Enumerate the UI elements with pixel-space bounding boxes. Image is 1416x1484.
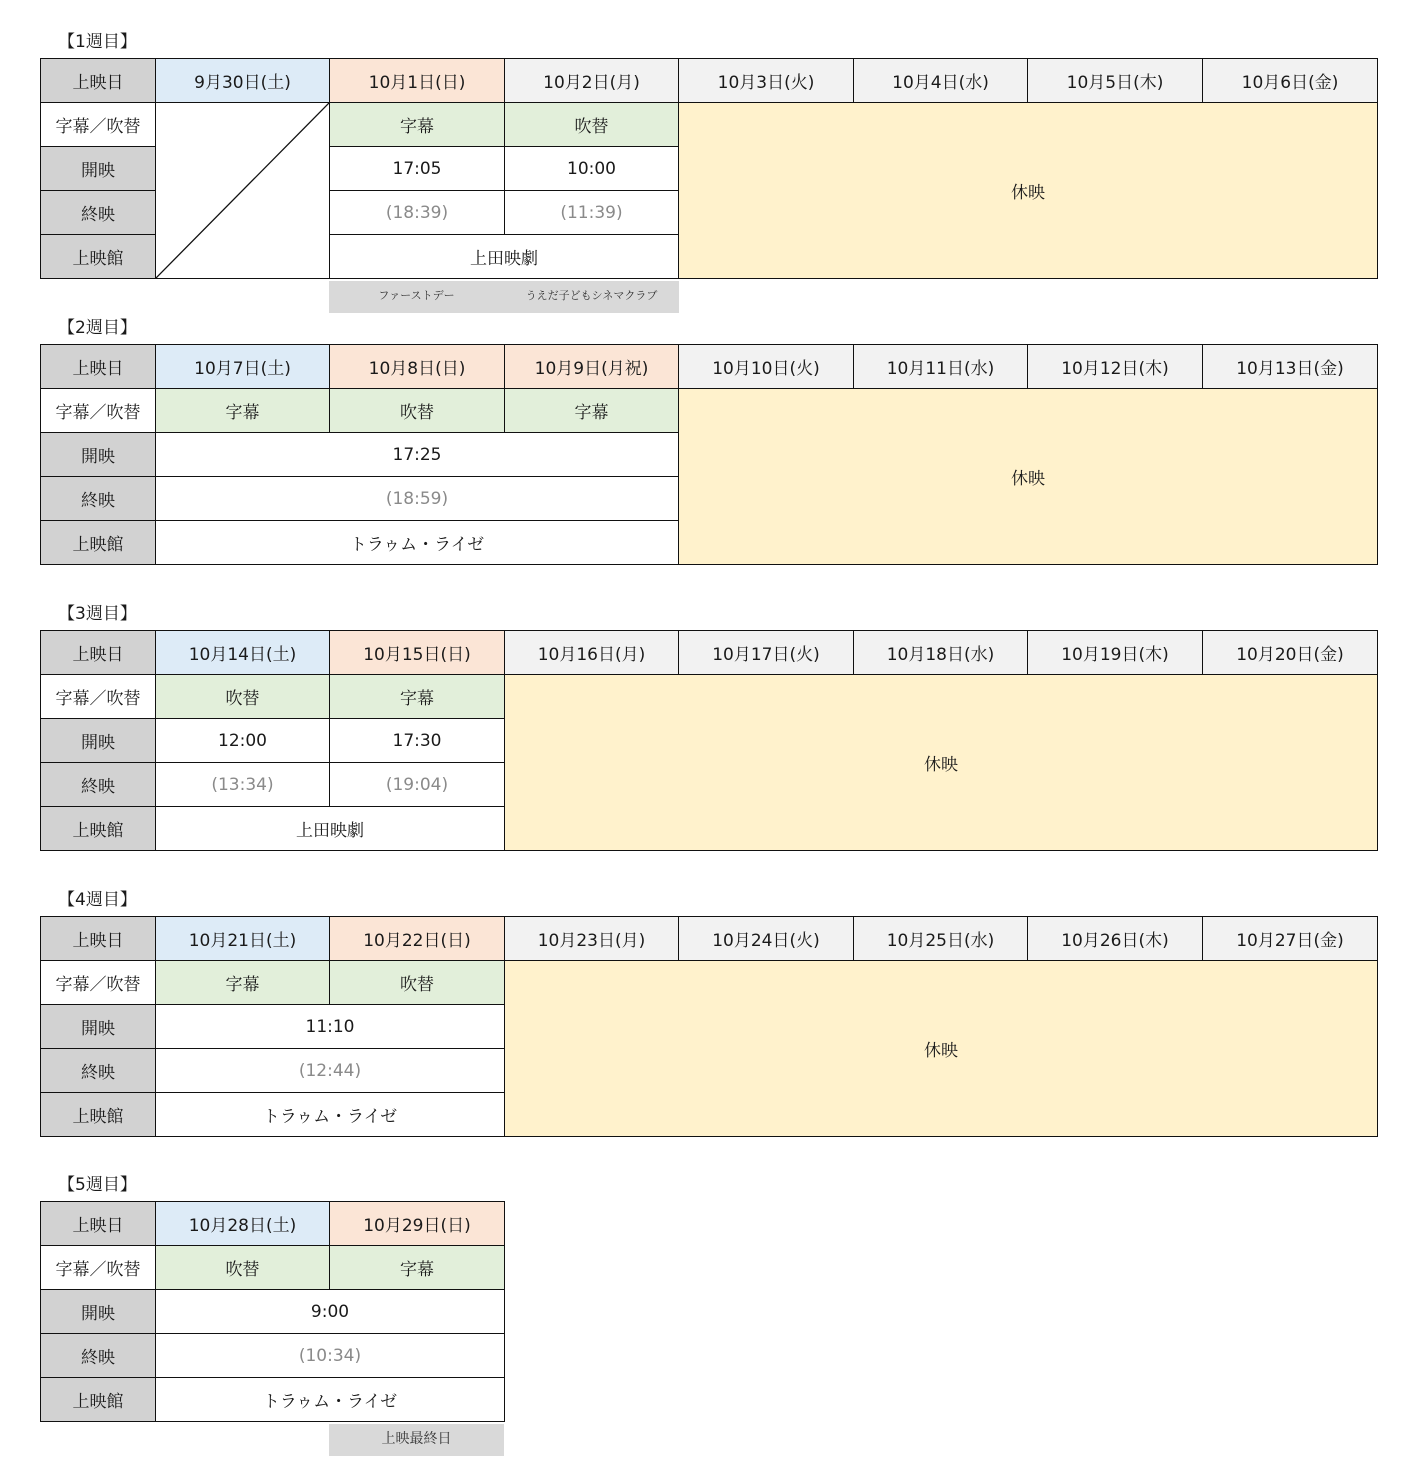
type-cell: 字幕 [505,389,679,433]
date-header: 10月14日(土) [156,631,330,675]
week-1-notes [329,281,679,313]
off-cell: 休映 [679,389,1378,565]
date-header: 10月3日(火) [679,59,854,103]
end-time: (10:34) [156,1334,505,1378]
row-label-start: 開映 [41,147,156,191]
date-header: 10月28日(土) [156,1202,330,1246]
end-time: (19:04) [330,763,505,807]
date-header: 10月16日(月) [505,631,679,675]
note-label: うえだ子どもシネマクラブ [525,289,658,302]
type-cell: 吹替 [330,389,505,433]
row-label-end: 終映 [41,1049,156,1093]
end-time: (18:39) [330,191,505,235]
date-header: 10月15日(日) [330,631,505,675]
week-4-schedule-table [40,916,1378,1137]
start-time: 17:30 [330,719,505,763]
date-header: 10月8日(日) [330,345,505,389]
week-3-schedule-table [40,630,1378,851]
week-3-title: 【3週目】 [58,604,137,624]
row-label-venue: 上映館 [41,807,156,851]
type-cell: 字幕 [330,675,505,719]
row-label-start: 開映 [41,1290,156,1334]
start-time: 11:10 [156,1005,505,1049]
type-cell: 吹替 [156,1246,330,1290]
week-5-schedule-table [40,1201,505,1422]
row-label-venue: 上映館 [41,1378,156,1422]
venue-cell: 上田映劇 [156,807,505,851]
type-cell: 字幕 [330,103,505,147]
type-cell: 字幕 [156,389,330,433]
note-label: ファーストデー [378,289,455,302]
row-label-type: 字幕／吹替 [41,389,156,433]
type-cell: 字幕 [156,961,330,1005]
date-header: 10月22日(日) [330,917,505,961]
date-header: 10月29日(日) [330,1202,505,1246]
date-header: 10月25日(水) [854,917,1028,961]
type-cell: 吹替 [156,675,330,719]
row-label-date: 上映日 [41,917,156,961]
date-header: 10月4日(水) [854,59,1028,103]
row-label-end: 終映 [41,1334,156,1378]
start-time: 9:00 [156,1290,505,1334]
date-header: 10月26日(木) [1028,917,1203,961]
date-header: 10月7日(土) [156,345,330,389]
date-header: 10月2日(月) [505,59,679,103]
start-time: 17:25 [156,433,679,477]
diagonal-line [156,103,329,278]
row-label-type: 字幕／吹替 [41,1246,156,1290]
no-screening-diagonal-cell [156,103,330,279]
date-header: 10月6日(金) [1203,59,1378,103]
start-time: 12:00 [156,719,330,763]
date-header: 10月18日(水) [854,631,1028,675]
row-label-type: 字幕／吹替 [41,103,156,147]
date-header: 9月30日(土) [156,59,330,103]
date-header: 10月20日(金) [1203,631,1378,675]
end-time: (12:44) [156,1049,505,1093]
week-4-title: 【4週目】 [58,890,137,910]
date-header: 10月10日(火) [679,345,854,389]
date-header: 10月9日(月祝) [505,345,679,389]
row-label-start: 開映 [41,433,156,477]
venue-cell: トラゥム・ライゼ [156,1378,505,1422]
off-cell: 休映 [679,103,1378,279]
row-label-type: 字幕／吹替 [41,961,156,1005]
final-day-note: 上映最終日 [329,1424,504,1456]
date-header: 10月13日(金) [1203,345,1378,389]
end-time: (11:39) [505,191,679,235]
venue-cell: トラゥム・ライゼ [156,521,679,565]
row-label-date: 上映日 [41,631,156,675]
week-1-schedule-table [40,58,1378,279]
week-2-schedule-table [40,344,1378,565]
venue-cell: 上田映劇 [330,235,679,279]
row-label-type: 字幕／吹替 [41,675,156,719]
off-cell: 休映 [505,961,1378,1137]
row-label-date: 上映日 [41,345,156,389]
type-cell: 吹替 [330,961,505,1005]
date-header: 10月21日(土) [156,917,330,961]
start-time: 17:05 [330,147,505,191]
date-header: 10月5日(木) [1028,59,1203,103]
date-header: 10月24日(火) [679,917,854,961]
row-label-venue: 上映館 [41,521,156,565]
row-label-start: 開映 [41,1005,156,1049]
week-2-title: 【2週目】 [58,318,137,338]
type-cell: 吹替 [505,103,679,147]
end-time: (18:59) [156,477,679,521]
date-header: 10月1日(日) [330,59,505,103]
row-label-date: 上映日 [41,1202,156,1246]
date-header: 10月17日(火) [679,631,854,675]
start-time: 10:00 [505,147,679,191]
off-cell: 休映 [505,675,1378,851]
date-header: 10月19日(木) [1028,631,1203,675]
row-label-start: 開映 [41,719,156,763]
row-label-date: 上映日 [41,59,156,103]
row-label-end: 終映 [41,477,156,521]
date-header: 10月27日(金) [1203,917,1378,961]
row-label-end: 終映 [41,191,156,235]
end-time: (13:34) [156,763,330,807]
row-label-venue: 上映館 [41,235,156,279]
date-header: 10月23日(月) [505,917,679,961]
week-5-title: 【5週目】 [58,1175,137,1195]
date-header: 10月12日(木) [1028,345,1203,389]
week-1-title: 【1週目】 [58,32,137,52]
venue-cell: トラゥム・ライゼ [156,1093,505,1137]
row-label-venue: 上映館 [41,1093,156,1137]
row-label-end: 終映 [41,763,156,807]
type-cell: 字幕 [330,1246,505,1290]
date-header: 10月11日(水) [854,345,1028,389]
